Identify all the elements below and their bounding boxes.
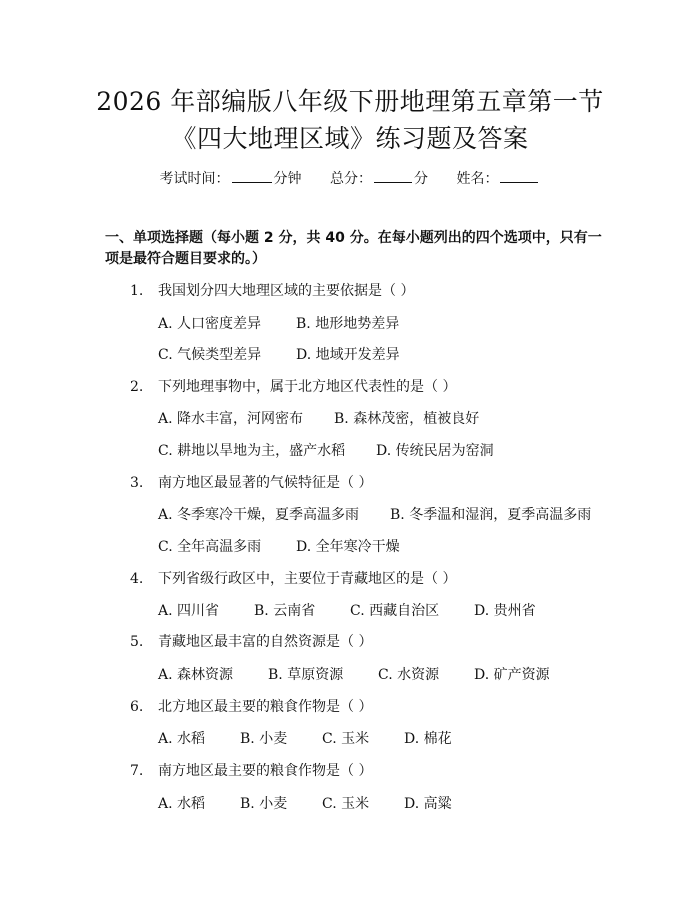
option-b: B. 云南省: [254, 603, 316, 619]
option-a: A. 降水丰富，河网密布: [158, 411, 304, 427]
option-d: D. 全年寒冷干燥: [296, 539, 400, 555]
exam-info-line: [0, 168, 700, 189]
option-c: C. 耕地以旱地为主，盛产水稻: [158, 443, 346, 459]
question-number: 1.: [130, 283, 144, 299]
section-heading: 一、单项选择题（每小题 2 分，共 40 分。在每小题列出的四个选项中，只有一项是最符合题目要求的。）: [105, 230, 602, 267]
question-number: 3.: [130, 475, 144, 491]
option-c: C. 全年高温多雨: [158, 539, 262, 555]
question-number: 2.: [130, 379, 144, 395]
question-number: 7.: [130, 763, 144, 779]
exam-time-field: [160, 171, 302, 187]
total-score-unit: 分: [414, 171, 428, 187]
total-score-blank: [374, 168, 412, 183]
question-text: 下列省级行政区中，主要位于青藏地区的是（ ）: [158, 571, 457, 587]
question-text: 北方地区最主要的粮食作物是（ ）: [158, 699, 373, 715]
option-c: C. 水资源: [378, 667, 440, 683]
option-b: B. 草原资源: [268, 667, 344, 683]
option-c: C. 气候类型差异: [158, 347, 262, 363]
doc-title-line-2: 《四大地理区域》练习题及答案: [171, 124, 529, 153]
student-name-field: [456, 171, 540, 187]
option-a: A. 冬季寒冷干燥，夏季高温多雨: [158, 507, 360, 523]
option-d: D. 高粱: [404, 796, 452, 812]
option-a: A. 水稻: [158, 796, 206, 812]
option-c: C. 玉米: [322, 796, 370, 812]
option-d: D. 传统民居为窑洞: [376, 443, 494, 459]
question-text: 南方地区最主要的粮食作物是（ ）: [158, 763, 373, 779]
option-b: B. 小麦: [240, 796, 288, 812]
option-c: C. 西藏自治区: [350, 603, 440, 619]
question-number: 5.: [130, 634, 144, 650]
option-b: B. 小麦: [240, 731, 288, 747]
option-d: D. 矿产资源: [474, 667, 550, 683]
option-a: A. 森林资源: [158, 667, 234, 683]
total-score-field: [330, 171, 428, 187]
option-c: C. 玉米: [322, 731, 370, 747]
question-number: 4.: [130, 571, 144, 587]
question-text: 下列地理事物中，属于北方地区代表性的是（ ）: [158, 379, 457, 395]
option-a: A. 水稻: [158, 731, 206, 747]
option-b: B. 冬季温和湿润，夏季高温多雨: [390, 507, 592, 523]
option-a: A. 四川省: [158, 603, 220, 619]
exam-time-unit: 分钟: [273, 171, 302, 187]
student-name-blank: [500, 168, 538, 183]
question-text: 我国划分四大地理区域的主要依据是（ ）: [158, 283, 415, 299]
option-b: B. 森林茂密，植被良好: [334, 411, 480, 427]
option-a: A. 人口密度差异: [158, 316, 262, 332]
doc-title-line-1: 2026 年部编版八年级下册地理第五章第一节: [96, 87, 604, 116]
option-d: D. 棉花: [404, 731, 452, 747]
question-text: 青藏地区最丰富的自然资源是（ ）: [158, 634, 373, 650]
option-b: B. 地形地势差异: [296, 316, 400, 332]
exam-time-blank: [232, 168, 272, 183]
option-d: D. 地域开发差异: [296, 347, 400, 363]
total-score-label: 总分：: [330, 171, 372, 187]
student-name-label: 姓名：: [456, 171, 499, 187]
exam-time-label: 考试时间：: [159, 171, 230, 187]
option-d: D. 贵州省: [474, 603, 536, 619]
question-number: 6.: [130, 699, 144, 715]
question-text: 南方地区最显著的气候特征是（ ）: [158, 475, 373, 491]
